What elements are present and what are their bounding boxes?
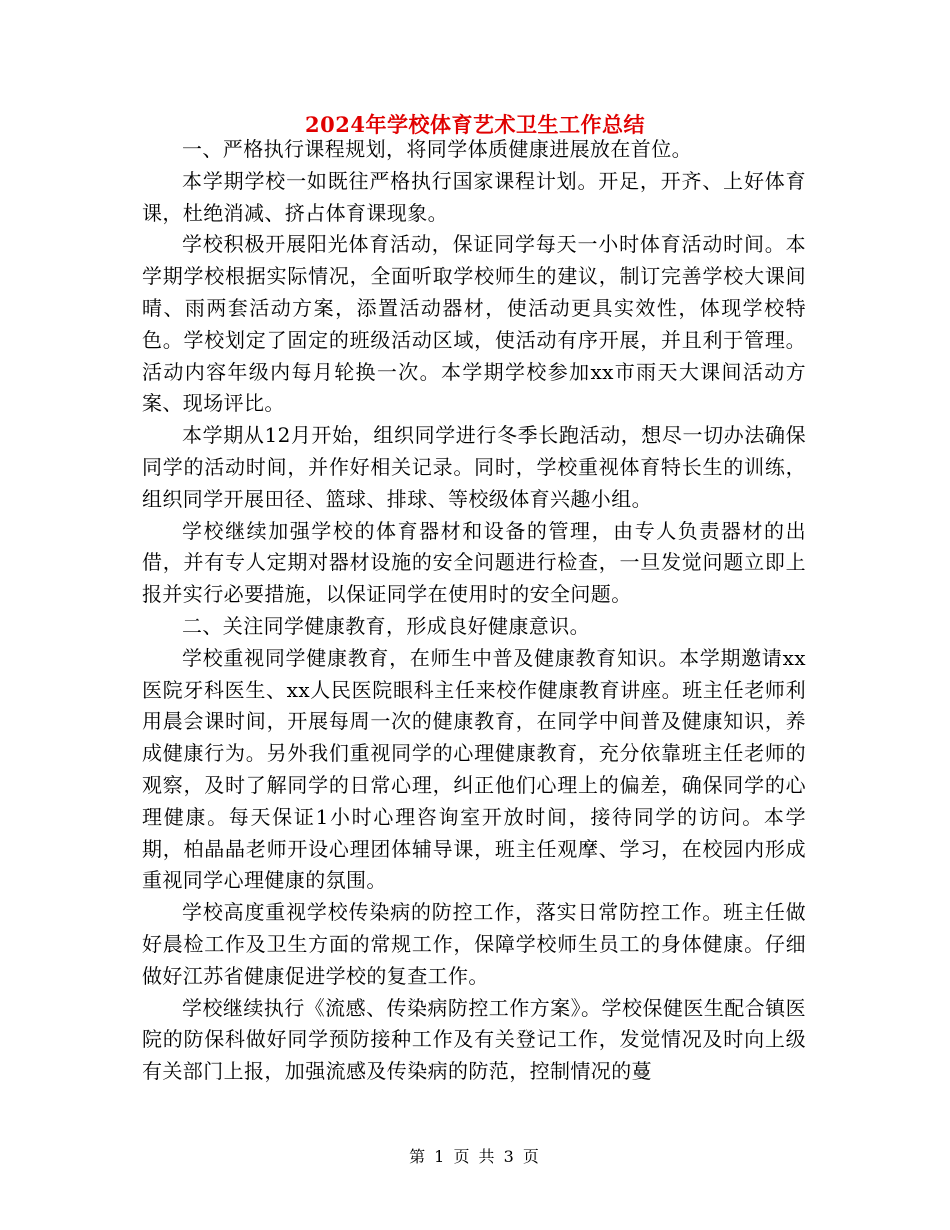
paragraph: 学校积极开展阳光体育活动，保证同学每天一小时体育活动时间。本学期学校根据实际情况，全面听取学校师生的建议，制订完善学校大课间晴、雨两套活动方案，添置活动器材，使活动更具实效性，体现学校特色。学校划定了固定的班级活动区域，使活动有序开展，并且利于管理。活动内容年级内每月轮换一次。本学期学校参加xx市雨天大课间活动方案、现场评比。 bbox=[142, 232, 806, 416]
document-body bbox=[142, 134, 806, 1088]
document-title: 2024年学校体育艺术卫生工作总结 bbox=[305, 112, 645, 137]
paragraph: 一、严格执行课程规划，将同学体质健康进展放在首位。 bbox=[182, 137, 692, 161]
page-number-footer: 第 1 页 共 3 页 bbox=[409, 1147, 541, 1166]
paragraph: 学校高度重视学校传染病的防控工作，落实日常防控工作。班主任做好晨检工作及卫生方面的常规工作，保障学校师生员工的身体健康。仔细做好江苏省健康促进学校的复查工作。 bbox=[142, 900, 806, 988]
paragraph: 本学期从12月开始，组织同学进行冬季长跑活动，想尽一切办法确保同学的活动时间，并作好相关记录。同时，学校重视体育特长生的训练，组织同学开展田径、篮球、排球、等校级体育兴趣小组。 bbox=[142, 423, 806, 511]
paragraph: 二、关注同学健康教育，形成良好健康意识。 bbox=[182, 613, 590, 638]
paragraph: 学校重视同学健康教育，在师生中普及健康教育知识。本学期邀请xx医院牙科医生、xx人民医院眼科主任来校作健康教育讲座。班主任老师利用晨会课时间，开展每周一次的健康教育，在同学中间普及健康知识，养成健康行为。另外我们重视同学的心理健康教育，充分依靠班主任老师的观察，及时了解同学的日常心理，纠正他们心理上的偏差，确保同学的心理健康。每天保证1小时心理咨询室开放时间，接待同学的访问。本学期，柏晶晶老师开设心理团体辅导课，班主任观摩、学习，在校园内形成重视同学心理健康的氛围。 bbox=[142, 645, 806, 893]
paragraph: 学校继续加强学校的体育器材和设备的管理，由专人负责器材的出借，并有专人定期对器材设施的安全问题进行检查，一旦发觉问题立即上报并实行必要措施，以保证同学在使用时的安全问题。 bbox=[142, 518, 806, 607]
paragraph: 学校继续执行《流感、传染病防控工作方案》。学校保健医生配合镇医院的防保科做好同学预防接种工作及有关登记工作，发觉情况及时向上级有关部门上报，加强流感及传染病的防范，控制情况的蔓 bbox=[142, 995, 806, 1084]
paragraph: 本学期学校一如既往严格执行国家课程计划。开足，开齐、上好体育课，杜绝消减、挤占体育课现象。 bbox=[142, 168, 806, 225]
